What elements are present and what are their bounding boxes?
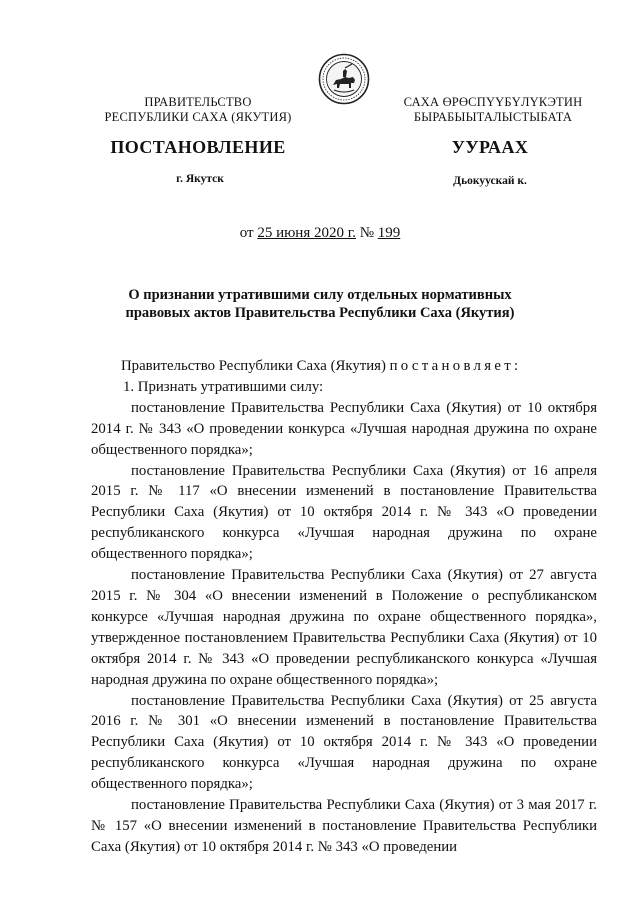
paragraph-3: постановление Правительства Республики Саха (Якутия) от 27 августа 2015 г. № 304 «О внесении изменений в Положение о республиканском конкурсе «Лучшая народная дружина по охране общественного порядка», утвержденное постановлением Правительства Республики Саха (Якутия) от 10 октября 2014 г. № 343 «О проведении республиканского конкурса «Лучшая народная дружина по охране общественного порядка»;	[91, 567, 597, 688]
header-right-line1: САХА ӨРӨСПҮҮБҮЛҮКЭТИН	[403, 95, 583, 109]
intro-text: Правительство Республики Саха (Якутия)	[121, 358, 390, 374]
intro-resolves: постановляет:	[389, 358, 522, 374]
document-type-ru: ПОСТАНОВЛЕНИЕ	[110, 137, 286, 157]
item-1: 1. Признать утратившими силу:	[123, 378, 324, 395]
paragraph-5: постановление Правительства Республики Саха (Якутия) от 3 мая 2017 г. № 157 «О внесении изменений в постановление Правительства Республики Саха (Якутия) от 10 октября 2014 г. № 343 «О проведении	[91, 797, 597, 855]
city-ru: г. Якутск	[176, 173, 224, 185]
subject-line1: О признании утратившими силу отдельных нормативных	[128, 287, 512, 303]
document-date-line	[0, 225, 640, 242]
header-right-line2: БЫРАБЫЫТАЛЫСТЫБАТА	[413, 110, 573, 124]
number-prefix: №	[355, 225, 378, 241]
document-subject	[120, 286, 520, 322]
government-header-ru	[100, 95, 296, 125]
date-prefix: от	[239, 225, 258, 241]
document-body	[91, 356, 597, 858]
intro-paragraph	[91, 356, 597, 377]
document-date: 25 июня 2020 г.	[257, 225, 356, 241]
header-left-line1: ПРАВИТЕЛЬСТВО	[144, 95, 252, 109]
document-number: 199	[377, 225, 401, 241]
coat-of-arms-emblem-icon	[318, 53, 370, 105]
document-type-sakha: УУРААХ	[451, 137, 529, 157]
paragraph-2: постановление Правительства Республики Саха (Якутия) от 16 апреля 2015 г. № 117 «О внесении изменений в постановление Правительства Республики Саха (Якутия) от 10 октября 2014 г. № 343 «О проведении республиканского конкурса «Лучшая народная дружина по охране общественного порядка»;	[91, 462, 597, 563]
city-sakha: Дьокуускай к.	[453, 175, 527, 187]
paragraph-1: постановление Правительства Республики Саха (Якутия) от 10 октября 2014 г. № 343 «О проведении конкурса «Лучшая народная дружина по охране общественного порядка»;	[91, 399, 597, 458]
government-header-sakha	[386, 95, 600, 125]
paragraph-4: постановление Правительства Республики Саха (Якутия) от 25 августа 2016 г. № 301 «О внесении изменений в постановление Правительства Республики Саха (Якутия) от 10 октября 2014 г. № 343 «О проведении республиканского конкурса «Лучшая народная дружина по охране общественного порядка»;	[91, 692, 597, 793]
header-left-line2: РЕСПУБЛИКИ САХА (ЯКУТИЯ)	[104, 110, 292, 124]
subject-line2: правовых актов Правительства Республики Саха (Якутия)	[125, 305, 515, 321]
